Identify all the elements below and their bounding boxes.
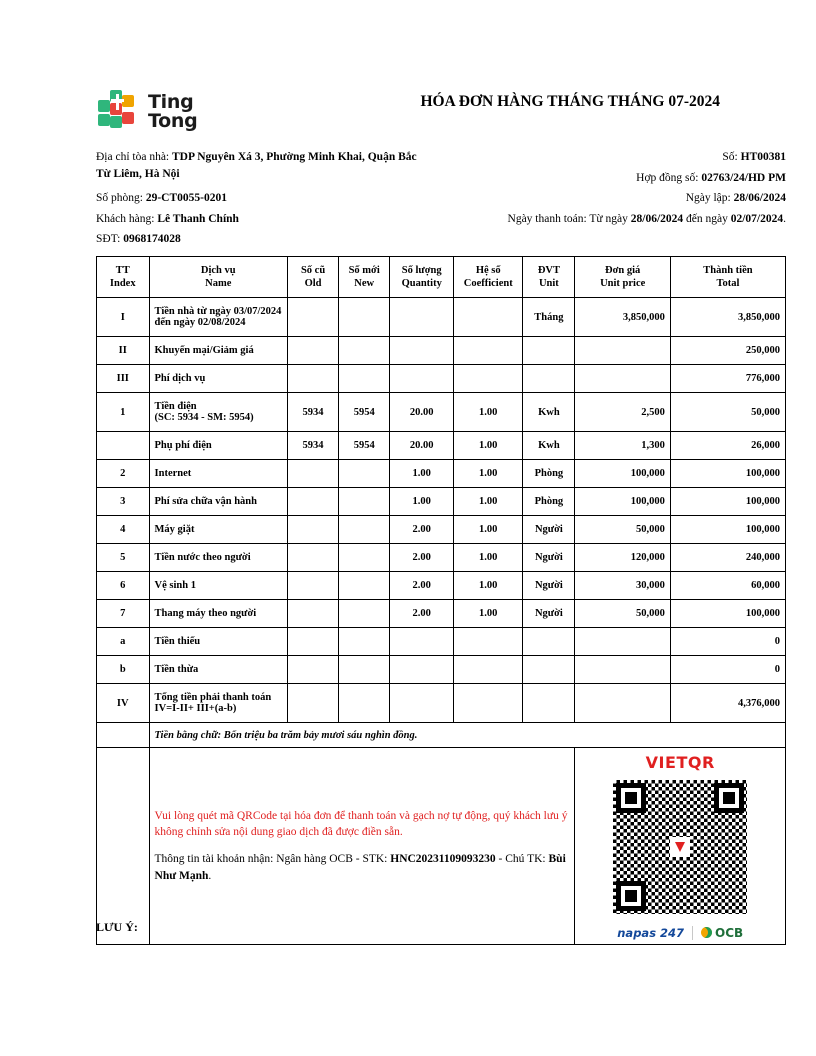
cell-unit: [523, 628, 575, 656]
tingtong-logo-icon: [96, 90, 142, 134]
ocb-mark-icon: [701, 927, 712, 938]
table-row: [97, 656, 786, 684]
cell-old: [287, 656, 338, 684]
th-unit: [523, 257, 575, 298]
table-row: [97, 488, 786, 516]
payment-period-label: Ngày thanh toán: Từ ngày: [507, 212, 628, 225]
cell-name: Tiền thừa: [149, 656, 287, 684]
cell-new: [339, 488, 390, 516]
cell-new: [339, 516, 390, 544]
cell-index: b: [97, 656, 150, 684]
cell-old: [287, 365, 338, 393]
cell-old: [287, 600, 338, 628]
cell-quantity: 1.00: [390, 488, 454, 516]
cell-unit-price: 2,500: [575, 393, 670, 432]
cell-old: [287, 544, 338, 572]
cell-name: Tiền nước theo người: [149, 544, 287, 572]
cell-name: Tiền điện (SC: 5934 - SM: 5954): [149, 393, 287, 432]
cell-unit: Người: [523, 544, 575, 572]
cell-quantity: [390, 684, 454, 723]
payment-instructions-warning: Vui lòng quét mã QRCode tại hóa đơn để thanh toán và gạch nợ tự động, quý khách lưu ý không chỉnh sửa nội dung giao dịch đã được điền sẵn.: [154, 809, 568, 839]
cell-quantity: [390, 656, 454, 684]
cell-index: 1: [97, 393, 150, 432]
cell-index: a: [97, 628, 150, 656]
th-new: [339, 257, 390, 298]
th-unit-price-l1: Đơn giá: [605, 264, 641, 276]
cell-unit-price: 3,850,000: [575, 298, 670, 337]
cell-total: 240,000: [670, 544, 785, 572]
payment-period-end: .: [783, 212, 786, 225]
cell-coefficient: 1.00: [454, 600, 523, 628]
cell-unit: Người: [523, 572, 575, 600]
cell-new: [339, 572, 390, 600]
building-address-label: Địa chỉ tòa nhà:: [96, 151, 170, 163]
table-row: [97, 393, 786, 432]
cell-coefficient: 1.00: [454, 544, 523, 572]
room-number-value: 29-CT0055-0201: [145, 192, 227, 204]
cell-coefficient: [454, 684, 523, 723]
table-row: [97, 572, 786, 600]
table-row: [97, 516, 786, 544]
napas-logo: napas 247: [617, 925, 685, 940]
th-old: [287, 257, 338, 298]
cell-total: 26,000: [670, 432, 785, 460]
cell-old: [287, 298, 338, 337]
cell-old: [287, 337, 338, 365]
cell-coefficient: 1.00: [454, 432, 523, 460]
building-address: [96, 152, 476, 164]
cell-name: Tổng tiền phải thanh toán IV=I-II+ III+(a-b): [149, 684, 287, 723]
qr-finder-top-right: [714, 783, 744, 813]
cell-total: 776,000: [670, 365, 785, 393]
th-unit-price: [575, 257, 670, 298]
contract-number: [486, 173, 786, 185]
cell-name: Khuyến mại/Giảm giá: [149, 337, 287, 365]
cell-unit: Người: [523, 600, 575, 628]
cell-unit-price: [575, 684, 670, 723]
page-title: HÓA ĐƠN HÀNG THÁNG THÁNG 07-2024: [420, 93, 720, 110]
th-coefficient: [454, 257, 523, 298]
cell-unit-price: 50,000: [575, 516, 670, 544]
th-unit-l2: Unit: [538, 278, 559, 289]
cell-unit: Kwh: [523, 432, 575, 460]
th-unit-price-l2: Unit price: [600, 278, 646, 289]
cell-name: Tiền thiếu: [149, 628, 287, 656]
cell-quantity: 2.00: [390, 572, 454, 600]
cell-index: 3: [97, 488, 150, 516]
cell-coefficient: [454, 365, 523, 393]
cell-unit: [523, 656, 575, 684]
meta-row-customer: [96, 214, 786, 226]
cell-name: Tiền nhà từ ngày 03/07/2024 đến ngày 02/08/2024: [149, 298, 287, 337]
th-coefficient-l2: Coefficient: [463, 278, 513, 289]
meta-row-room: [96, 193, 786, 205]
th-index-l2: Index: [109, 278, 136, 289]
th-new-l1: Số mới: [348, 264, 380, 276]
cell-total: 60,000: [670, 572, 785, 600]
cell-quantity: [390, 628, 454, 656]
cell-index: I: [97, 298, 150, 337]
payment-network-logos: [580, 926, 780, 940]
bank-account-number: HNC20231109093230: [390, 853, 496, 865]
cell-coefficient: 1.00: [454, 516, 523, 544]
table-row: [97, 432, 786, 460]
cell-unit: [523, 684, 575, 723]
cell-unit-price: 100,000: [575, 488, 670, 516]
invoice-number-label: Số:: [722, 151, 738, 163]
room-number-label: Số phòng:: [96, 192, 143, 204]
cell-coefficient: [454, 656, 523, 684]
th-name-l1: Dịch vụ: [200, 264, 236, 276]
ocb-logo: [701, 926, 743, 940]
cell-coefficient: 1.00: [454, 460, 523, 488]
cell-old: [287, 684, 338, 723]
cell-old: [287, 628, 338, 656]
brand-line-2: Tong: [148, 110, 198, 132]
invoice-number: [486, 152, 786, 164]
payment-period-mid: đến ngày: [686, 212, 728, 225]
cell-quantity: 2.00: [390, 600, 454, 628]
cell-unit-price: 30,000: [575, 572, 670, 600]
payment-period-from: 28/06/2024: [630, 212, 684, 225]
cell-name: Internet: [149, 460, 287, 488]
qr-row-spacer: [97, 748, 150, 945]
cell-index: [97, 432, 150, 460]
room-number: [96, 193, 476, 205]
cell-grand-total: 4,376,000: [670, 684, 785, 723]
qr-payment-row: [97, 748, 786, 945]
table-row: [97, 628, 786, 656]
table-row: [97, 337, 786, 365]
cell-unit-price: [575, 628, 670, 656]
bank-account-holder: Bùi Như Mạnh: [154, 853, 566, 882]
th-index: [97, 257, 150, 298]
qr-code-image[interactable]: [609, 776, 751, 918]
th-quantity-l2: Quantity: [401, 278, 442, 289]
building-address-value-2: Từ Liêm, Hà Nội: [96, 167, 180, 180]
cell-index: IV: [97, 684, 150, 723]
th-total: [670, 257, 785, 298]
contract-number-label: Hợp đồng số:: [636, 171, 699, 184]
cell-quantity: 20.00: [390, 393, 454, 432]
th-quantity: [390, 257, 454, 298]
cell-name: Thang máy theo người: [149, 600, 287, 628]
th-new-l2: New: [354, 278, 375, 289]
cell-old: [287, 488, 338, 516]
table-header-row: [97, 257, 786, 298]
cell-index: II: [97, 337, 150, 365]
payment-period: [486, 214, 786, 226]
cell-coefficient: [454, 628, 523, 656]
meta-row-address: [96, 152, 786, 164]
th-quantity-l1: Số lượng: [401, 264, 442, 276]
payment-instructions: [149, 748, 575, 945]
cell-unit: Phòng: [523, 460, 575, 488]
cell-unit: Người: [523, 516, 575, 544]
th-old-l1: Số cũ: [300, 264, 326, 276]
cell-quantity: 20.00: [390, 432, 454, 460]
cell-unit-price: [575, 337, 670, 365]
cell-coefficient: [454, 337, 523, 365]
qr-finder-top-left: [616, 783, 646, 813]
cell-index: 2: [97, 460, 150, 488]
cell-old: 5934: [287, 432, 338, 460]
bank-account-mid: - Chú TK:: [495, 853, 549, 865]
cell-name: Phụ phí điện: [149, 432, 287, 460]
invoice-table-body: [97, 298, 786, 945]
cell-name: Máy giặt: [149, 516, 287, 544]
cell-total: 3,850,000: [670, 298, 785, 337]
cell-quantity: 2.00: [390, 544, 454, 572]
table-row-total: [97, 684, 786, 723]
cell-old: [287, 516, 338, 544]
th-unit-l1: ĐVT: [537, 264, 560, 276]
bank-account-info: [155, 851, 570, 884]
cell-total: 0: [670, 628, 785, 656]
cell-new: [339, 684, 390, 723]
cell-name: Vệ sinh 1: [149, 572, 287, 600]
cell-quantity: 1.00: [390, 460, 454, 488]
cell-coefficient: 1.00: [454, 393, 523, 432]
cell-unit: [523, 337, 575, 365]
cell-total: 250,000: [670, 337, 785, 365]
customer-name-value: Lê Thanh Chính: [157, 212, 239, 225]
cell-quantity: [390, 337, 454, 365]
cell-index: 5: [97, 544, 150, 572]
cell-coefficient: 1.00: [454, 572, 523, 600]
table-row: [97, 460, 786, 488]
customer-name: [96, 214, 476, 226]
cell-total: 100,000: [670, 600, 785, 628]
invoice-table: [96, 256, 786, 945]
brand-line-1: Ting: [148, 91, 194, 113]
cell-quantity: [390, 365, 454, 393]
building-address-value: TDP Nguyên Xá 3, Phường Minh Khai, Quận Bắc: [172, 151, 417, 163]
issue-date-value: 28/06/2024: [733, 192, 786, 204]
qr-center-logo-icon: [670, 837, 690, 857]
cell-unit: Tháng: [523, 298, 575, 337]
cell-new: [339, 600, 390, 628]
logo-divider: [692, 926, 693, 940]
bank-account-prefix: Thông tin tài khoản nhận: Ngân hàng OCB - STK:: [154, 853, 391, 865]
invoice-number-value: HT00381: [740, 151, 786, 163]
meta-row-phone: [96, 234, 786, 246]
cell-index: 4: [97, 516, 150, 544]
cell-unit: Phòng: [523, 488, 575, 516]
cell-index: III: [97, 365, 150, 393]
cell-new: 5954: [339, 432, 390, 460]
th-total-l2: Total: [716, 278, 740, 289]
issue-date: [486, 193, 786, 205]
vietqr-logo: VIETQR: [645, 752, 715, 772]
cell-new: [339, 544, 390, 572]
table-row: [97, 544, 786, 572]
cell-new: [339, 628, 390, 656]
cell-unit: [523, 365, 575, 393]
cell-total: 50,000: [670, 393, 785, 432]
cell-new: 5954: [339, 393, 390, 432]
cell-new: [339, 337, 390, 365]
cell-total: 0: [670, 656, 785, 684]
customer-name-label: Khách hàng:: [96, 212, 155, 225]
th-name: [149, 257, 287, 298]
footer-note: LƯU Ý:: [96, 920, 138, 934]
cell-unit-price: 1,300: [575, 432, 670, 460]
bank-account-end: .: [208, 869, 212, 882]
cell-old: 5934: [287, 393, 338, 432]
cell-unit-price: [575, 656, 670, 684]
meta-row-address-2: [96, 167, 786, 185]
th-index-l1: TT: [115, 264, 130, 276]
qr-code-panel: [575, 748, 786, 945]
cell-unit-price: [575, 365, 670, 393]
payment-period-to: 02/07/2024: [730, 212, 784, 225]
qr-finder-bottom-left: [616, 881, 646, 911]
cell-new: [339, 656, 390, 684]
cell-name: Phí dịch vụ: [149, 365, 287, 393]
customer-phone: [96, 234, 476, 246]
customer-phone-value: 0968174028: [123, 233, 181, 245]
cell-old: [287, 460, 338, 488]
cell-index: 6: [97, 572, 150, 600]
invoice-table-head: [97, 257, 786, 298]
th-old-l2: Old: [304, 278, 322, 289]
cell-quantity: [390, 298, 454, 337]
cell-total: 100,000: [670, 488, 785, 516]
document-header: [96, 84, 720, 134]
brand-logo: [96, 84, 197, 134]
cell-unit-price: 100,000: [575, 460, 670, 488]
ocb-logo-label: OCB: [715, 925, 744, 940]
cell-coefficient: 1.00: [454, 488, 523, 516]
customer-phone-label: SĐT:: [96, 233, 121, 245]
amount-in-words: Tiền bằng chữ: Bốn triệu ba trăm bảy mươi sáu nghìn đồng.: [149, 723, 785, 748]
cell-old: [287, 572, 338, 600]
brand-wordmark: [148, 93, 197, 131]
th-name-l2: Name: [205, 278, 232, 289]
cell-unit-price: 120,000: [575, 544, 670, 572]
table-row: [97, 298, 786, 337]
amount-in-words-row: [97, 723, 786, 748]
cell-total: 100,000: [670, 460, 785, 488]
contract-number-value: 02763/24/HD PM: [701, 171, 786, 184]
cell-new: [339, 298, 390, 337]
amount-in-words-spacer: [97, 723, 150, 748]
cell-new: [339, 365, 390, 393]
cell-new: [339, 460, 390, 488]
cell-quantity: 2.00: [390, 516, 454, 544]
cell-unit: Kwh: [523, 393, 575, 432]
table-row: [97, 600, 786, 628]
cell-total: 100,000: [670, 516, 785, 544]
cell-unit-price: 50,000: [575, 600, 670, 628]
cell-name: Phí sửa chữa vận hành: [149, 488, 287, 516]
cell-index: 7: [97, 600, 150, 628]
invoice-meta: [96, 152, 786, 255]
th-total-l1: Thành tiền: [703, 264, 753, 276]
table-row: [97, 365, 786, 393]
issue-date-label: Ngày lập:: [685, 192, 731, 204]
th-coefficient-l1: Hệ số: [475, 264, 501, 276]
cell-coefficient: [454, 298, 523, 337]
